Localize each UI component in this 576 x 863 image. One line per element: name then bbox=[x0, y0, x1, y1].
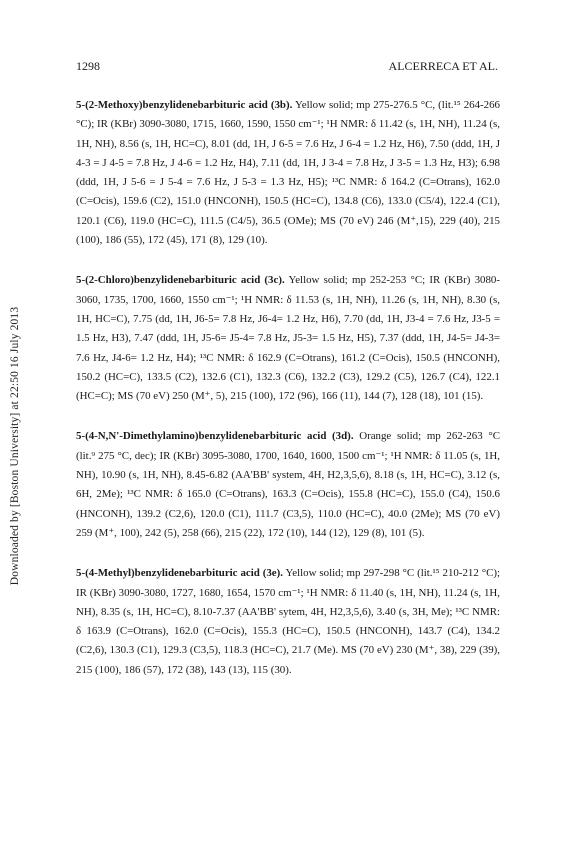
compound-data: Yellow solid; mp 297-298 °C (lit.¹⁵ 210-212 °C); IR (KBr) 3090-3080, 1727, 1680, 1654, 1570 cm⁻¹; ¹H NMR: δ 11.40 (s, 1H, NH), 11.24 (s, 1H, NH), 8.35 (s, 1H, HC=C), 8.10-7.37 (AA'BB' sytem, 4H, H2,3,5,6), 3.40 (s, 3H, Me); ¹³C NMR: δ 163.9 (C=Otrans), 162.0 (C=Ocis), 155.3 (HC=C), 150.5 (HNCONH), 143.7 (C4), 134.2 (C2,6), 130.3 (C1), 129.3 (C3,5), 118.3 (HC=C), 21.7 (Me). MS (70 eV) 230 (M⁺, 38), 229 (39), 215 (100), 186 (57), 172 (38), 143 (13), 115 (30). bbox=[76, 567, 500, 676]
compound-title: 5-(4-Methyl)benzylidenebarbituric acid (3e). bbox=[76, 567, 283, 580]
compound-data: Orange solid; mp 262-263 °C (lit.⁹ 275 °C, dec); IR (KBr) 3095-3080, 1700, 1640, 1600, 1500 cm⁻¹; ¹H NMR: δ 11.05 (s, 1H, NH), 10.90 (s, 1H, NH), 8.45-6.82 (AA'BB' system, 4H, H2,3,5,6), 8.18 (s, 1H, HC=C), 3.12 (s, 6H, 2Me); ¹³C NMR: δ 165.0 (C=Otrans), 163.3 (C=Ocis), 155.8 (HC=C), 155.0 (C4), 150.6 (HNCONH), 139.2 (C2,6), 120.0 (C1), 111.7 (C3,5), 110.0 (HC=C), 40.0 (2Me); MS (70 eV) 259 (M⁺, 100), 242 (5), 258 (66), 215 (22), 172 (10), 144 (12), 129 (8), 101 (5). bbox=[76, 430, 500, 539]
compound-title: 5-(4-N,N'-Dimethylamino)benzylidenebarbituric acid (3d). bbox=[76, 430, 354, 443]
compound-data: Yellow solid; mp 275-276.5 °C, (lit.¹⁵ 264-266 °C); IR (KBr) 3090-3080, 1715, 1660, 1590, 1550 cm⁻¹; ¹H NMR: δ 11.42 (s, 1H, NH), 11.24 (s, 1H, NH), 8.56 (s, 1H, HC=C), 8.01 (dd, 1H, J 6-5 = 7.6 Hz, J 6-4 = 1.2 Hz, H6), 7.50 (ddd, 1H, J 4-3 = J 4-5 = 7.8 Hz, J 4-6 = 1.2 Hz, H4), 7.11 (dd, 1H, J 3-4 = 7.8 Hz, J 3-5 = 1.3 Hz, H3); 6.98 (ddd, 1H, J 5-6 = J 5-4 = 7.6 Hz, J 5-3 = 1.3 Hz, H5); ¹³C NMR: δ 164.2 (C=Otrans), 162.0 (C=Ocis), 159.6 (C2), 151.0 (HNCONH), 150.5 (HC=C), 134.8 (C6), 133.0 (C5/4), 122.4 (C1), 120.1 (C6), 119.0 (HC=C), 111.5 (C4/5), 36.5 (OMe); MS (70 eV) 246 (M⁺,15), 229 (40), 215 (100), 186 (55), 172 (45), 171 (8), 129 (10). bbox=[76, 99, 501, 247]
running-header bbox=[76, 59, 498, 77]
download-watermark bbox=[0, 0, 30, 863]
compound-title: 5-(2-Methoxy)benzylidenebarbituric acid (3b). bbox=[76, 99, 293, 111]
compound-title: 5-(2-Chloro)benzylidenebarbituric acid (3c). bbox=[76, 274, 285, 287]
compound-entry-3b bbox=[76, 96, 500, 250]
compound-entry-3c bbox=[76, 271, 500, 406]
compound-entry-3e bbox=[76, 564, 500, 680]
download-watermark-text: Downloaded by [Boston University] at 22:50 16 July 2013 bbox=[9, 306, 21, 586]
compound-entries bbox=[76, 96, 500, 701]
compound-data: Yellow solid; mp 252-253 °C; IR (KBr) 3080-3060, 1735, 1700, 1660, 1550 cm⁻¹; ¹H NMR: δ 11.53 (s, 1H, NH), 11.26 (s, 1H, NH), 8.30 (s, 1H, HC=C), 7.75 (dd, 1H, J6-5= 7.8 Hz, J6-4= 1.2 Hz, H6), 7.70 (dd, 1H, J3-4 = 7.6 Hz, J3-5 = 1.5 Hz, H3), 7.47 (ddd, 1H, J5-6= J5-4= 7.8 Hz, J5-3= 1.5 Hz, H5), 7.37 (ddd, 1H, J4-5= J4-3= 7.6 Hz, J4-6= 1.2 Hz, H4); ¹³C NMR: δ 162.9 (C=Otrans), 161.2 (C=Ocis), 150.5 (HNCONH), 150.2 (HC=C), 133.5 (C2), 132.6 (C1), 132.3 (C6), 132.2 (C3), 129.2 (C5), 126.7 (C4), 122.1 (HC=C); MS (70 eV) 250 (M⁺, 5), 215 (100), 172 (96), 166 (11), 144 (7), 128 (18), 101 (15). bbox=[76, 274, 500, 403]
running-head: ALCERRECA ET AL. bbox=[388, 59, 498, 73]
compound-entry-3d bbox=[76, 427, 500, 543]
page-number: 1298 bbox=[76, 59, 100, 73]
